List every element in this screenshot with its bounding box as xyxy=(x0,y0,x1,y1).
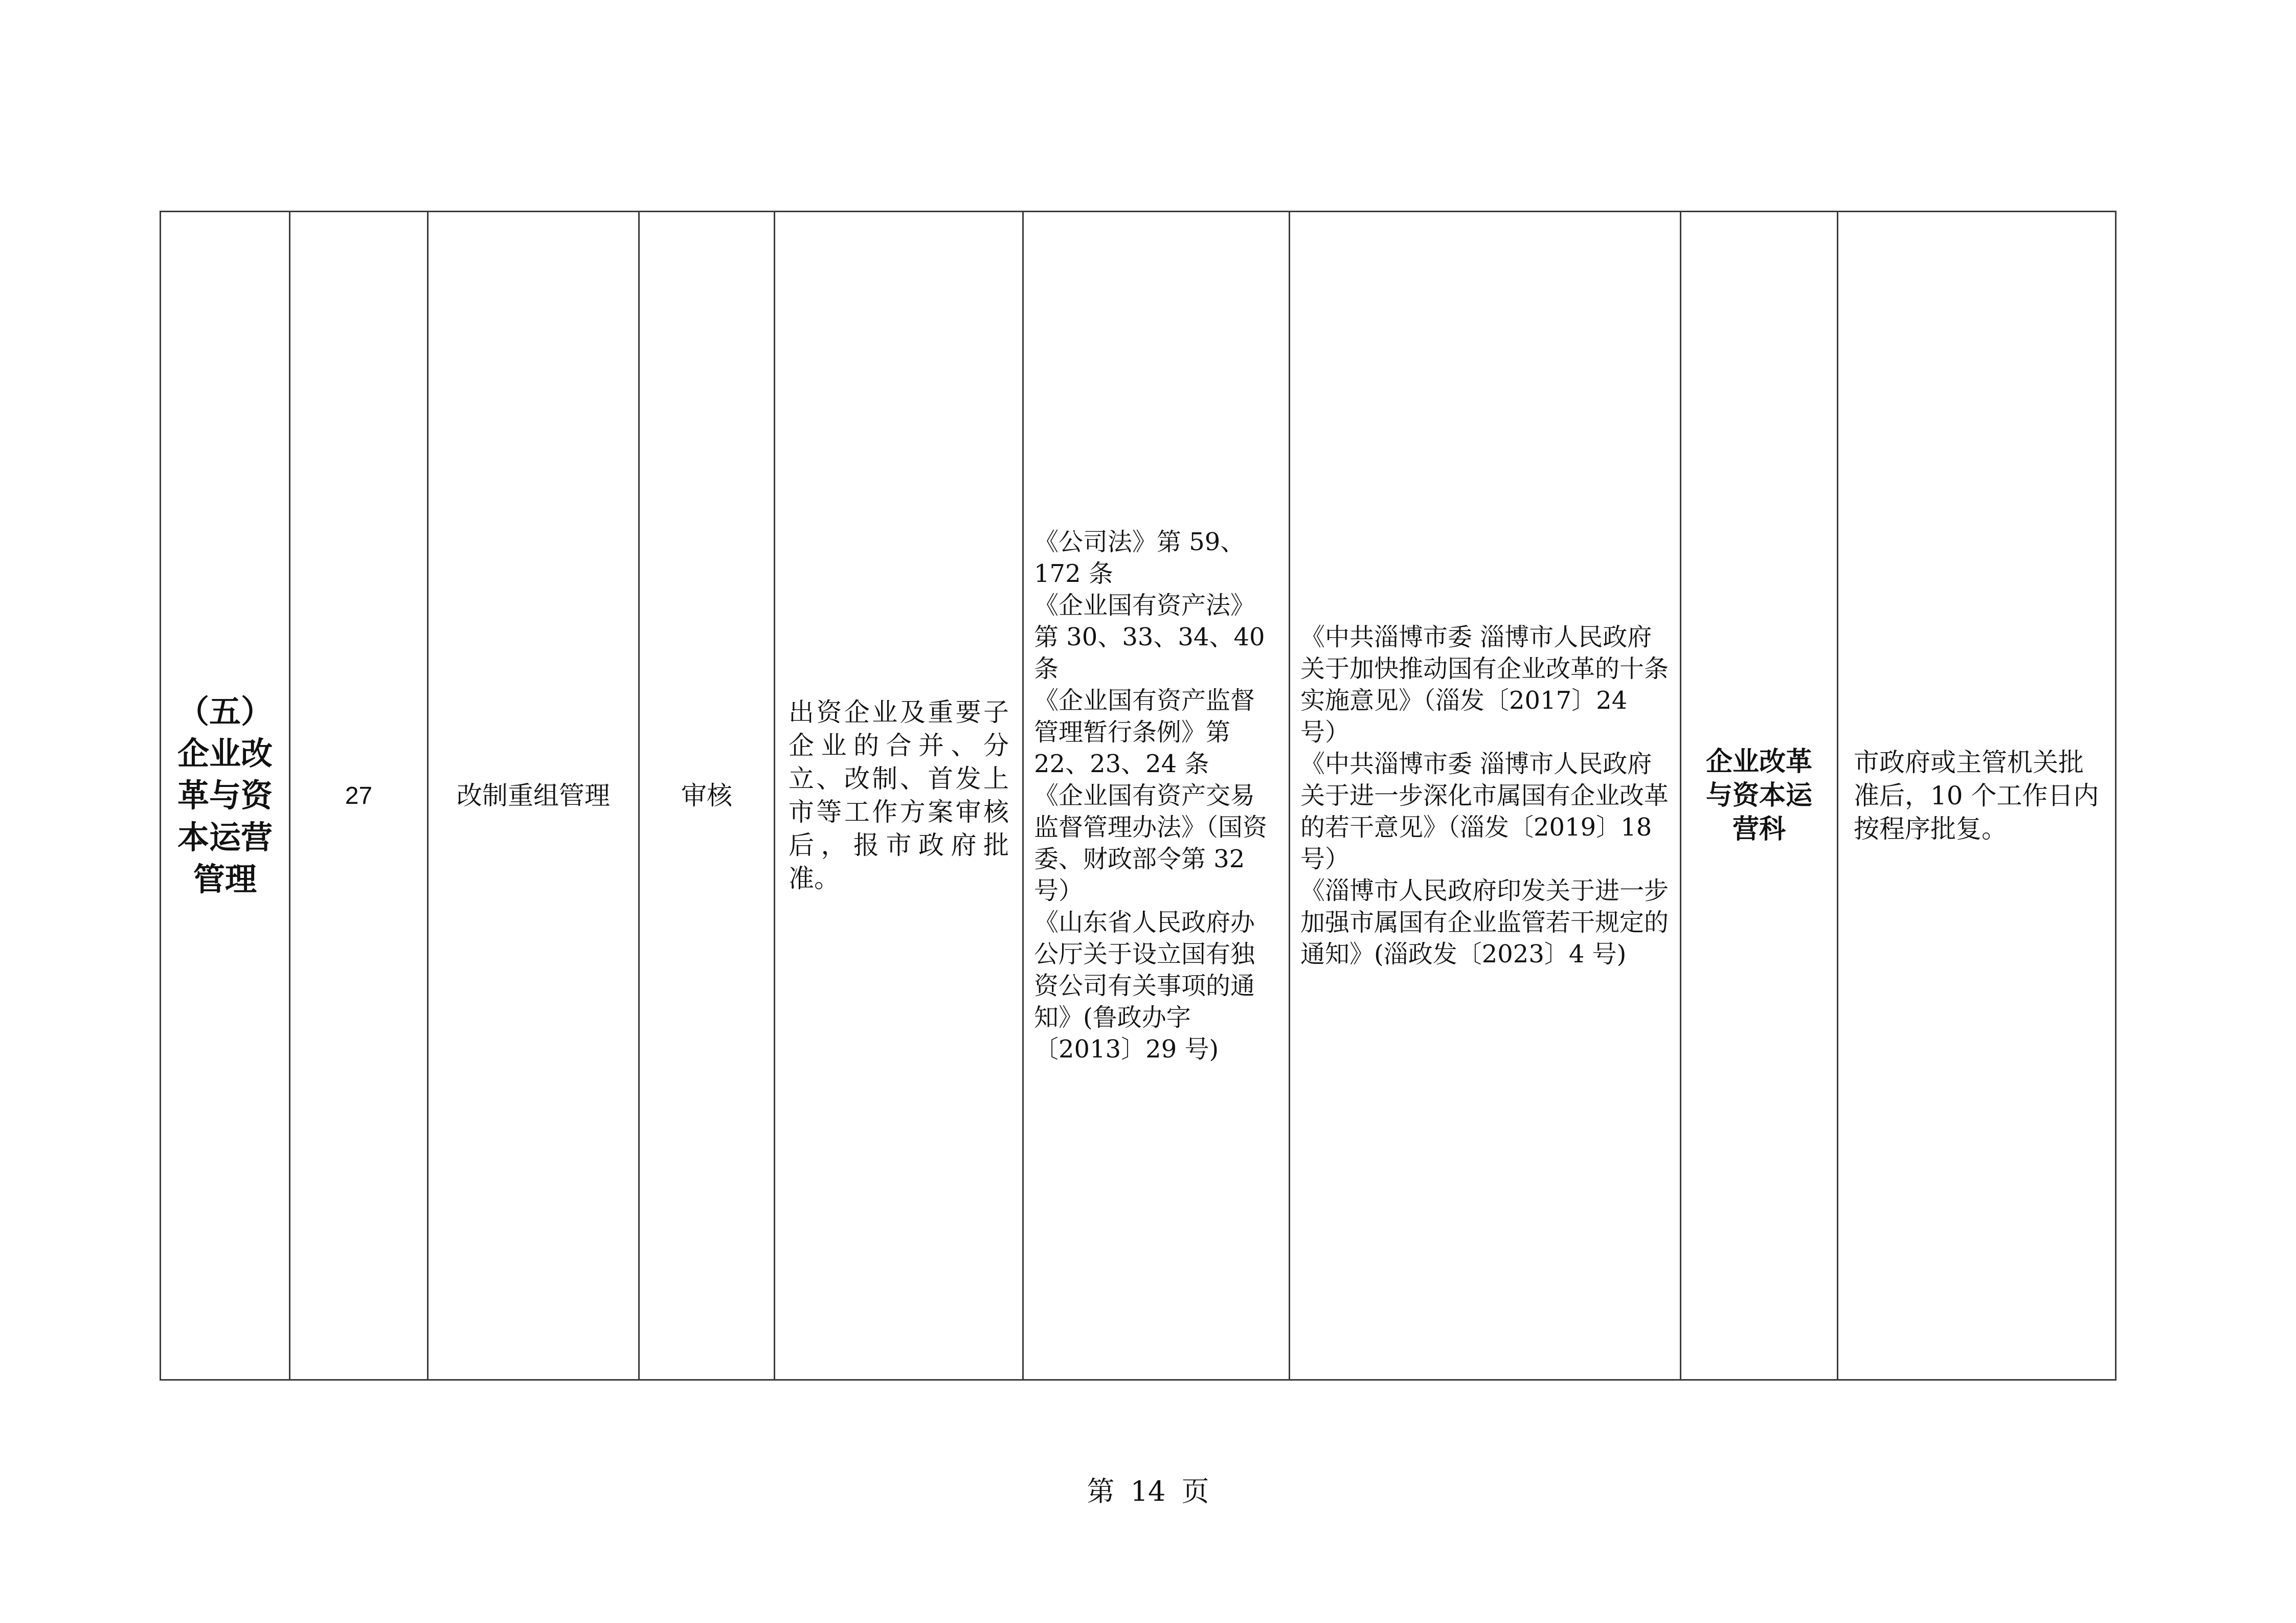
department-cell xyxy=(1681,212,1838,1380)
item-type: 审核 xyxy=(681,780,732,810)
category-cell xyxy=(161,212,290,1380)
policy-basis-item: 《淄博市人民政府印发关于进一步加强市属国有企业监管若干规定的通知》(淄政发〔2023〕4 号) xyxy=(1300,876,1669,968)
item-content: 出资企业及重要子企业的合并、分立、改制、首发上市等工作方案审核后，报市政府批准。 xyxy=(789,697,1009,893)
policy-basis-item: 《中共淄博市委 淄博市人民政府关于加快推动国有企业改革的十条实施意见》（淄发〔2017〕24 号） xyxy=(1300,623,1669,747)
legal-basis-item: 《公司法》第 59、172 条 xyxy=(1034,528,1245,588)
legal-basis-cell xyxy=(1023,212,1290,1380)
legal-basis-item: 《山东省人民政府办公厅关于设立国有独资公司有关事项的通知》(鲁政办字〔2013〕29 号) xyxy=(1034,908,1255,1064)
page-number: 第 14 页 xyxy=(1087,1475,1209,1507)
policy-basis-cell xyxy=(1290,212,1681,1380)
policy-basis-item: 《中共淄博市委 淄博市人民政府关于进一步深化市属国有企业改革的若干意见》（淄发〔2019〕18 号） xyxy=(1300,750,1669,873)
content-cell xyxy=(775,212,1023,1380)
item-name-cell xyxy=(428,212,639,1380)
deadline-cell xyxy=(1838,212,2116,1380)
item-number: 27 xyxy=(345,782,373,809)
category-text: （五）企业改革与资本运营管理 xyxy=(177,693,273,898)
item-type-cell xyxy=(639,212,775,1380)
legal-basis-item: 《企业国有资产交易监督管理办法》（国资委、财政部令第 32 号） xyxy=(1034,781,1268,905)
item-name: 改制重组管理 xyxy=(457,780,610,810)
legal-basis-item: 《企业国有资产监督管理暂行条例》第 22、23、24 条 xyxy=(1034,686,1255,778)
table-row xyxy=(161,212,2116,1380)
legal-basis-item: 《企业国有资产法》第 30、33、34、40 条 xyxy=(1034,591,1265,683)
department-name: 企业改革与资本运营科 xyxy=(1705,747,1812,845)
deadline-text: 市政府或主管机关批准后，10 个工作日内按程序批复。 xyxy=(1854,747,2099,844)
matters-table xyxy=(160,211,2117,1381)
number-cell xyxy=(290,212,428,1380)
